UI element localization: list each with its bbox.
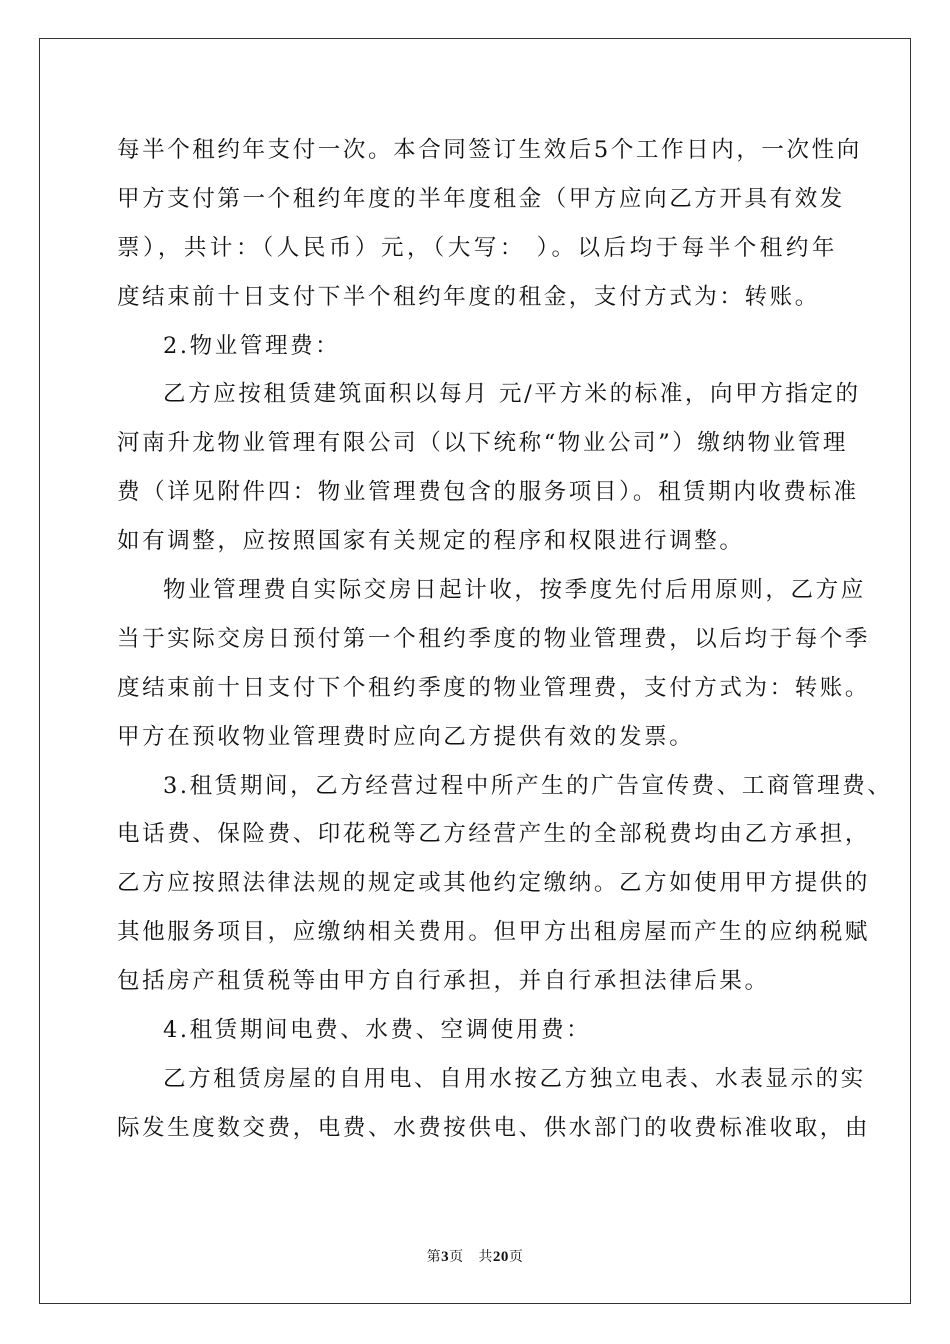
text-line: 票），共计：（人民币）元，（大写： ）。以后均于每半个租约年 [117,234,837,261]
text-line: 甲方在预收物业管理费时应向乙方提供有效的发票。 [117,723,695,750]
text-line: 2.物业管理费： [163,332,341,359]
text-line: 度结束前十日支付下半个租约年度的租金，支付方式为：转账。 [117,283,820,310]
footer-total-prefix: 共 [478,1249,493,1265]
text-line: 3.租赁期间，乙方经营过程中所产生的广告宣传费、工商管理费、 [163,772,893,799]
footer-page-number: 3 [441,1249,450,1265]
text-line: 其他服务项目，应缴纳相关费用。但甲方出租房屋而产生的应纳税赋 [117,919,871,946]
text-line: 际发生度数交费，电费、水费按供电、供水部门的收费标准收取，由 [117,1114,871,1141]
footer-total-pages: 20 [492,1249,509,1265]
text-line: 度结束前十日支付下个租约季度的物业管理费，支付方式为：转账。 [117,674,871,701]
text-line: 当于实际交房日预付第一个租约季度的物业管理费，以后均于每个季 [117,625,871,652]
text-line: 乙方租赁房屋的自用电、自用水按乙方独立电表、水表显示的实 [163,1065,866,1092]
footer-total-suffix: 页 [508,1249,524,1265]
text-line: 4.租赁期间电费、水费、空调使用费： [163,1017,592,1044]
footer-page-suffix: 页 [449,1249,464,1265]
text-line: 河南升龙物业管理有限公司（以下统称“物业公司”）缴纳物业管理 [117,430,849,457]
text-line: 包括房产租赁税等由甲方自行承担，并自行承担法律后果。 [117,968,770,995]
text-line: 乙方应按照法律法规的规定或其他约定缴纳。乙方如使用甲方提供的 [117,870,871,897]
page-footer [0,1246,950,1266]
text-line: 电话费、保险费、印花税等乙方经营产生的全部税费均由乙方承担， [117,821,871,848]
text-line: 乙方应按租赁建筑面积以每月 元/平方米的标准，向甲方指定的 [163,381,861,408]
text-line: 物业管理费自实际交房日起计收，按季度先付后用原则，乙方应 [163,577,866,604]
document-body [117,126,893,1153]
footer-page-prefix: 第 [426,1249,442,1265]
text-line: 如有调整，应按照国家有关规定的程序和权限进行调整。 [117,528,745,555]
text-line: 每半个租约年支付一次。本合同签订生效后5个工作日内，一次性向 [117,137,862,163]
text-line: 费（详见附件四：物业管理费包含的服务项目）。租赁期内收费标准 [117,479,859,506]
text-line: 甲方支付第一个租约年度的半年度租金（甲方应向乙方开具有效发 [117,185,845,212]
